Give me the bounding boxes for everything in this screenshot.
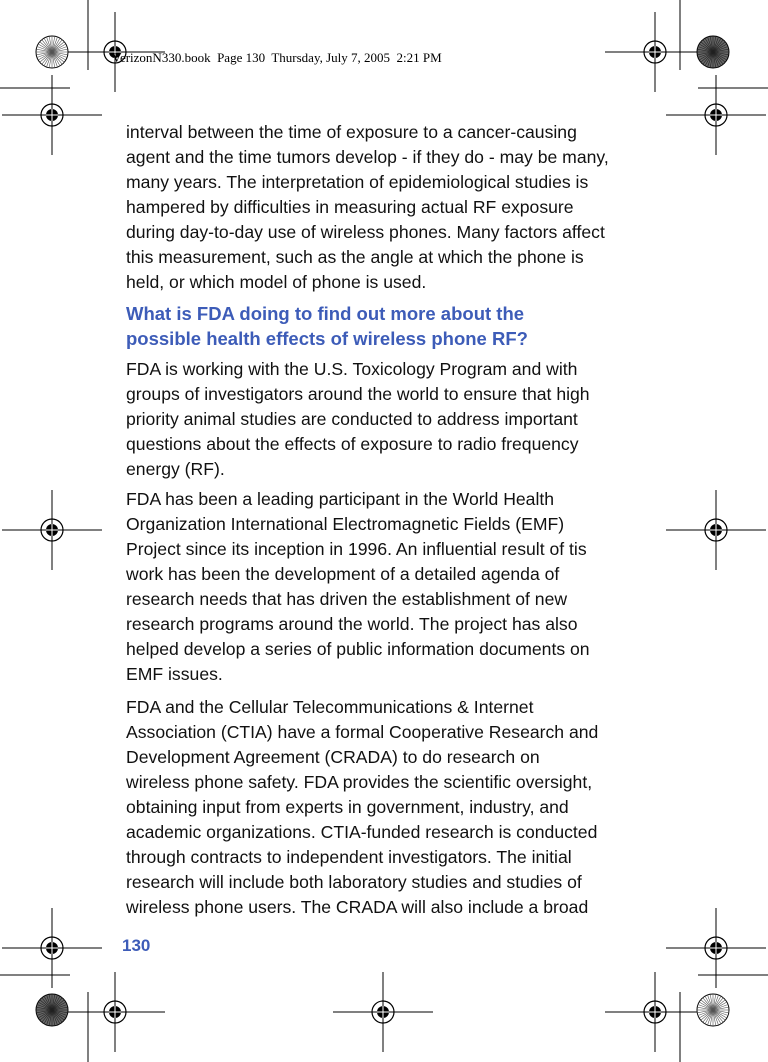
text-line: energy (RF). bbox=[126, 459, 225, 479]
text-line: Project since its inception in 1996. An influential result of tis bbox=[126, 539, 587, 559]
text-line: Association (CTIA) have a formal Cooperative Research and bbox=[126, 722, 599, 742]
text-line: research needs that has driven the establishment of new bbox=[126, 589, 568, 609]
section-heading bbox=[126, 301, 528, 351]
text-line: during day-to-day use of wireless phones. Many factors affect bbox=[126, 222, 605, 242]
text-line: agent and the time tumors develop - if they do - may be many, bbox=[126, 147, 609, 167]
page-number: 130 bbox=[122, 936, 151, 955]
paragraph bbox=[126, 120, 609, 295]
text-line: FDA has been a leading participant in the World Health bbox=[126, 489, 555, 509]
text-line: held, or which model of phone is used. bbox=[126, 272, 427, 292]
text-line: many years. The interpretation of epidemiological studies is bbox=[126, 172, 589, 192]
text-line: research will include both laboratory studies and studies of bbox=[126, 872, 582, 892]
text-line: obtaining input from experts in government, industry, and bbox=[126, 797, 569, 817]
text-line: groups of investigators around the world to ensure that high bbox=[126, 384, 590, 404]
text-line: research programs around the world. The project has also bbox=[126, 614, 578, 634]
paragraph bbox=[126, 357, 590, 482]
text-line: priority animal studies are conducted to address important bbox=[126, 409, 578, 429]
text-line: questions about the effects of exposure to radio frequency bbox=[126, 434, 579, 454]
paragraph bbox=[126, 487, 590, 687]
text-line: work has been the development of a detailed agenda of bbox=[126, 564, 560, 584]
paragraph bbox=[126, 695, 598, 920]
text-line: wireless phone safety. FDA provides the scientific oversight, bbox=[126, 772, 593, 792]
text-line: possible health effects of wireless phone RF? bbox=[126, 328, 528, 349]
text-line: Development Agreement (CRADA) to do research on bbox=[126, 747, 540, 767]
text-line: wireless phone users. The CRADA will also include a broad bbox=[126, 897, 589, 917]
text-line: this measurement, such as the angle at which the phone is bbox=[126, 247, 584, 267]
text-line: FDA and the Cellular Telecommunications & Internet bbox=[126, 697, 534, 717]
text-line: helped develop a series of public information documents on bbox=[126, 639, 590, 659]
text-line: hampered by difficulties in measuring actual RF exposure bbox=[126, 197, 574, 217]
print-header: VerizonN330.book Page 130 Thursday, July 7, 2005 2:21 PM bbox=[112, 50, 442, 65]
text-line: interval between the time of exposure to a cancer-causing bbox=[126, 122, 577, 142]
text-line: Organization International Electromagnetic Fields (EMF) bbox=[126, 514, 565, 534]
text-line: academic organizations. CTIA-funded research is conducted bbox=[126, 822, 598, 842]
text-line: What is FDA doing to find out more about the bbox=[126, 303, 525, 324]
text-line: FDA is working with the U.S. Toxicology Program and with bbox=[126, 359, 578, 379]
text-line: through contracts to independent investigators. The initial bbox=[126, 847, 572, 867]
text-line: EMF issues. bbox=[126, 664, 223, 684]
